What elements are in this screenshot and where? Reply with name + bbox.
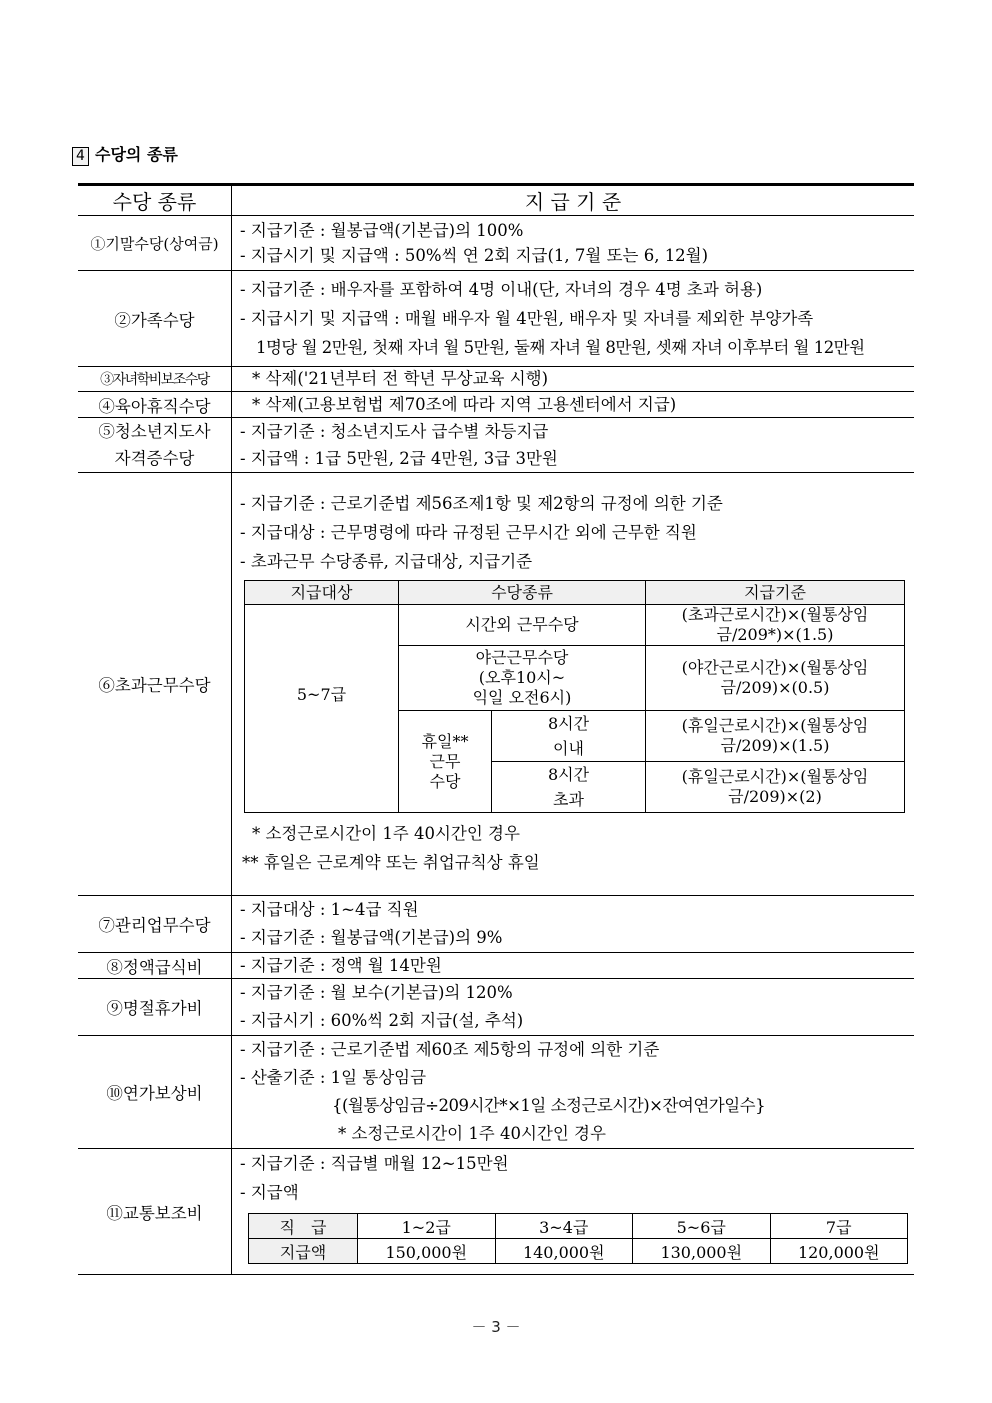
criteria-line: - 지급기준 : 청소년지도사 급수별 차등지급: [240, 422, 549, 441]
type-line: 익일 오전6시): [472, 688, 572, 707]
allowance-name: ③자녀학비보조수당: [78, 367, 232, 392]
criteria-line: - 지급기준 : 근로기준법 제60조 제5항의 규정에 의한 기준: [240, 1040, 660, 1059]
header-allowance-type: 수당 종류: [78, 185, 232, 216]
table-row: [78, 979, 914, 1036]
table-row: [78, 1036, 914, 1149]
type-line: 야근근무수당: [475, 648, 569, 667]
criteria-line: - 지급대상 : 근무명령에 따라 규정된 근무시간 외에 근무한 직원: [240, 523, 697, 542]
allowance-type: [399, 646, 646, 711]
criteria-line: 1명당 월 2만원, 첫째 자녀 월 5만원, 둘째 자녀 월 8만원, 셋째 자녀 이후부터 월 12만원: [256, 338, 865, 357]
criteria-line: - 지급기준 : 월 보수(기본급)의 120%: [240, 983, 513, 1002]
note-line: * 소정근로시간이 1주 40시간인 경우: [338, 1124, 606, 1143]
table-row: [78, 216, 914, 271]
amount-cell: 140,000원: [495, 1239, 633, 1264]
page-number: － 3 －: [471, 1318, 521, 1336]
table-row: [78, 953, 914, 979]
criteria-line: - 지급기준 : 직급별 매월 12~15만원: [240, 1154, 509, 1173]
formula: (휴일근로시간)×(월통상임금/209)×(1.5): [646, 711, 905, 762]
allowance-criteria: [232, 418, 915, 473]
allowance-name: [78, 418, 232, 473]
criteria-line: - 초과근무 수당종류, 지급대상, 지급기준: [240, 552, 533, 571]
sub-line: 초과: [553, 790, 584, 809]
group-line: 수당: [429, 771, 461, 791]
transport-pay-table: [248, 1213, 908, 1264]
criteria-line: - 지급시기 및 지급액 : 매월 배우자 월 4만원, 배우자 및 자녀를 제외한 부양가족: [240, 309, 814, 328]
grade-cell: 5~6급: [633, 1214, 771, 1239]
target-grade: 5~7급: [245, 605, 399, 813]
group-line: 휴일**: [421, 731, 469, 751]
formula: (휴일근로시간)×(월통상임금/209)×(2): [646, 762, 905, 813]
allowance-name-line: ⑤청소년지도사: [98, 422, 211, 441]
inner-header: 수당종류: [399, 581, 646, 605]
allowance-criteria: [232, 1149, 915, 1275]
header-criteria: 지 급 기 준: [524, 190, 622, 214]
allowance-name: ②가족수당: [78, 271, 232, 367]
criteria-line: - 지급시기 : 60%씩 2회 지급(설, 추석): [240, 1011, 524, 1030]
table-row: [78, 271, 914, 367]
allowance-criteria: [232, 271, 915, 367]
allowance-criteria: [232, 367, 915, 392]
grade-cell: 7급: [770, 1214, 908, 1239]
allowance-table: [78, 183, 914, 1275]
allowance-criteria: [232, 896, 915, 953]
allowance-criteria: [232, 953, 915, 979]
allowance-criteria: [232, 473, 915, 896]
criteria-line: - 지급기준 : 배우자를 포함하여 4명 이내(단, 자녀의 경우 4명 초과 허용): [240, 280, 763, 299]
allowance-criteria: [232, 979, 915, 1036]
allowance-name-line: 자격증수당: [114, 449, 195, 468]
formula: (야간근로시간)×(월통상임금/209)×(0.5): [646, 646, 905, 711]
sub-type: [492, 711, 646, 762]
allowance-criteria: [232, 392, 915, 418]
criteria-line: - 지급액: [240, 1183, 299, 1202]
table-row: [78, 367, 914, 392]
table-row: [78, 418, 914, 473]
criteria-line: - 지급대상 : 1~4급 직원: [240, 900, 419, 919]
criteria-line: - 지급기준 : 근로기준법 제56조제1항 및 제2항의 규정에 의한 기준: [240, 494, 723, 513]
note-line: ** 휴일은 근로계약 또는 취업규칙상 휴일: [242, 853, 540, 872]
criteria-line: - 지급기준 : 월봉급액(기본급)의 9%: [240, 928, 503, 947]
overtime-table: [244, 580, 905, 813]
table-row: [78, 473, 914, 896]
table-row: [78, 896, 914, 953]
amount-cell: 130,000원: [633, 1239, 771, 1264]
allowance-name: ④육아휴직수당: [78, 392, 232, 418]
criteria-line: * 삭제('21년부터 전 학년 무상교육 시행): [252, 369, 549, 388]
grade-cell: 1~2급: [358, 1214, 496, 1239]
criteria-line: - 지급시기 및 지급액 : 50%씩 연 2회 지급(1, 7월 또는 6, 12월): [240, 246, 709, 265]
table-header-row: [78, 185, 914, 216]
pay-row-header: 지급액: [249, 1239, 358, 1264]
allowance-name: ⑨명절휴가비: [78, 979, 232, 1036]
sub-type: [492, 762, 646, 813]
grade-cell: 3~4급: [495, 1214, 633, 1239]
sub-line: 8시간: [547, 714, 590, 733]
allowance-type: 시간외 근무수당: [399, 605, 646, 646]
amount-cell: 150,000원: [358, 1239, 496, 1264]
group-line: 근무: [429, 751, 461, 771]
sub-line: 8시간: [547, 765, 590, 784]
table-row: [78, 1149, 914, 1275]
allowance-name: ⑪교통보조비: [78, 1149, 232, 1275]
type-line: (오후10시~: [478, 668, 566, 687]
allowance-criteria: [232, 1036, 915, 1149]
pay-row-header: 직 급: [249, 1214, 358, 1239]
sub-line: 이내: [553, 739, 584, 758]
criteria-line: * 삭제(고용보험법 제70조에 따라 지역 고용센터에서 지급): [252, 395, 677, 414]
allowance-name: ⑥초과근무수당: [78, 473, 232, 896]
inner-header: 지급대상: [245, 581, 399, 605]
inner-header: 지급기준: [646, 581, 905, 605]
criteria-line: - 지급기준 : 월봉급액(기본급)의 100%: [240, 221, 524, 240]
allowance-name: ⑩연가보상비: [78, 1036, 232, 1149]
section-number: 4: [72, 147, 89, 166]
criteria-line: - 지급액 : 1급 5만원, 2급 4만원, 3급 3만원: [240, 449, 558, 468]
allowance-criteria: [232, 216, 915, 271]
holiday-group: [399, 711, 492, 813]
allowance-name: ⑦관리업무수당: [78, 896, 232, 953]
allowance-name: ⑧정액급식비: [78, 953, 232, 979]
criteria-line: - 산출기준 : 1일 통상임금: [240, 1068, 427, 1087]
criteria-line: - 지급기준 : 정액 월 14만원: [240, 956, 442, 975]
allowance-name: ①기말수당(상여금): [78, 216, 232, 271]
amount-cell: 120,000원: [770, 1239, 908, 1264]
note-line: * 소정근로시간이 1주 40시간인 경우: [252, 824, 520, 843]
section-title: [72, 142, 178, 166]
table-row: [78, 392, 914, 418]
formula: (초과근로시간)×(월통상임금/209*)×(1.5): [646, 605, 905, 646]
section-title-text: 수당의 종류: [95, 145, 178, 164]
formula-line: {(월통상임금÷209시간*×1일 소정근로시간)×잔여연가일수}: [332, 1096, 766, 1115]
